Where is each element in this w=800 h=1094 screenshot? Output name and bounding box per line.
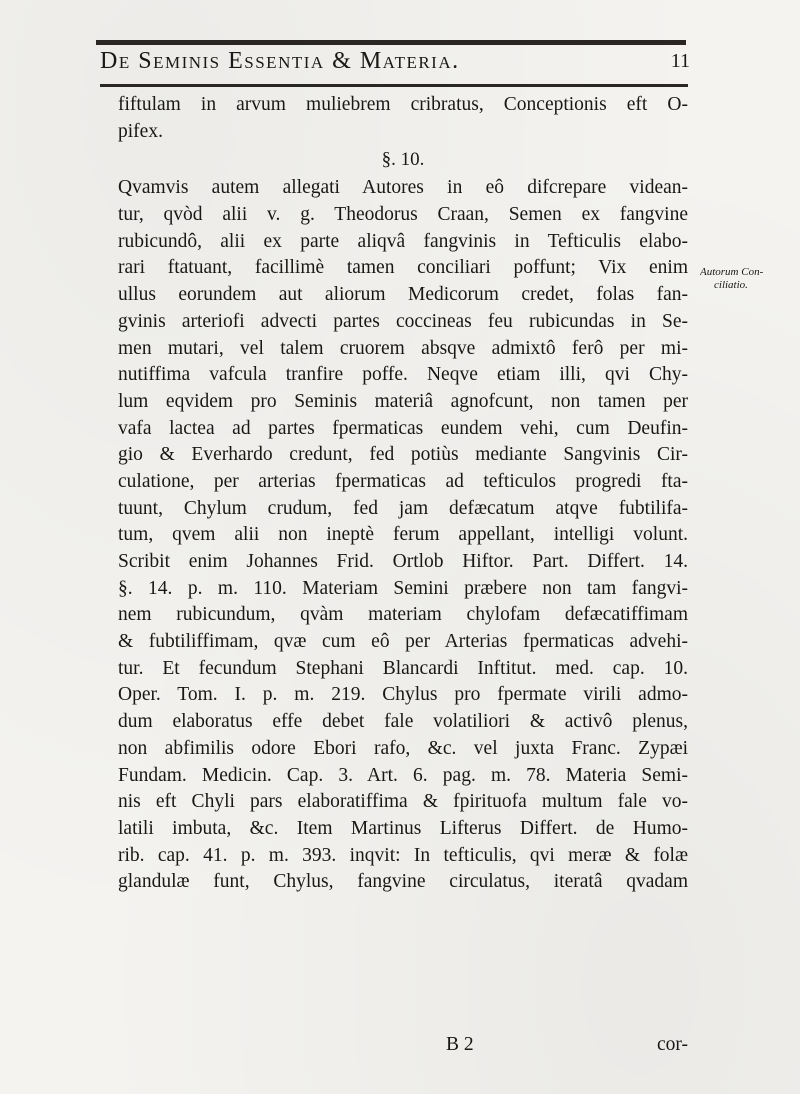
text-line: gio & Everhardo credunt, fed potiùs mediante Sangvinis Cir-: [118, 444, 688, 466]
page-header: [100, 48, 690, 78]
text-line: ullus eorundem aut aliorum Medicorum credet, folas fan-: [118, 284, 688, 306]
text-line: vafa lactea ad partes fpermaticas eundem vehi, cum Deufin-: [118, 417, 688, 439]
text-line: tum, qvem alii non ineptè ferum appellant, intelligi volunt.: [118, 524, 688, 546]
text-line: nem rubicundum, qvàm materiam chylofam defæcatiffimam: [118, 604, 688, 626]
text-line: pifex.: [118, 120, 163, 142]
text-line: & fubtiliffimam, qvæ cum eô per Arterias fpermaticas advehi-: [118, 631, 688, 653]
margin-note-line: ciliatio.: [714, 279, 748, 291]
text-line: culatione, per arterias fpermaticas ad tefticulos progredi fta-: [118, 470, 688, 492]
text-line: non abfimilis odore Ebori rafo, &c. vel juxta Franc. Zypæi: [118, 737, 688, 759]
text-line: nis eft Chyli pars elaboratiffima & fpirituofa multum fale vo-: [118, 791, 688, 813]
header-rule: [100, 84, 688, 87]
text-line: Qvamvis autem allegati Autores in eô difcrepare videan-: [118, 177, 688, 199]
text-line: tur. Et fecundum Stephani Blancardi Inftitut. med. cap. 10.: [118, 657, 688, 679]
running-head: De Seminis Essentia & Materia.: [100, 48, 460, 74]
text-line: Fundam. Medicin. Cap. 3. Art. 6. pag. m. 78. Materia Semi-: [118, 764, 688, 786]
text-line: gvinis arteriofi advecti partes coccineas feu rubicundas in Se-: [118, 310, 688, 332]
text-line: tuunt, Chylum crudum, fed jam defæcatum atqve fubtilifa-: [118, 497, 688, 519]
text-line: rubicundô, alii ex parte aliqvâ fangvinis in Tefticulis elabo-: [118, 230, 688, 252]
text-line: glandulæ funt, Chylus, fangvine circulatus, iteratâ qvadam: [118, 871, 688, 893]
text-line: dum elaboratus effe debet fale volatiliori & activô plenus,: [118, 711, 688, 733]
text-line: nutiffima vafcula tranfire poffe. Neqve etiam illi, qvi Chy-: [118, 364, 688, 386]
text-line: men mutari, vel talem cruorem absqve admixtô ferô per mi-: [118, 337, 688, 359]
margin-note: [700, 266, 796, 292]
catchword: cor-: [656, 1034, 688, 1055]
text-line: latili imbuta, &c. Item Martinus Lifterus Differt. de Humo-: [118, 817, 688, 839]
text-line: Scribit enim Johannes Frid. Ortlob Hiftor. Part. Differt. 14.: [118, 551, 688, 572]
text-line: rari ftatuant, facillimè tamen conciliari poffunt; Vix enim: [118, 257, 688, 279]
text-line: §. 14. p. m. 110. Materiam Semini præbere non tam fangvi-: [118, 577, 688, 599]
body-text: [118, 92, 688, 896]
top-rule: [96, 40, 686, 45]
text-line: fiftulam in arvum muliebrem cribratus, Conceptionis eft O-: [118, 94, 688, 115]
text-line: lum eqvidem pro Seminis materiâ agnofcunt, non tamen per: [118, 390, 688, 412]
text-line: tur, qvòd alii v. g. Theodorus Craan, Semen ex fangvine: [118, 204, 688, 226]
section-heading: §. 10.: [381, 149, 425, 171]
margin-note-line: Autorum Con-: [700, 266, 764, 278]
text-line: rib. cap. 41. p. m. 393. inqvit: In tefticulis, qvi meræ & folæ: [118, 844, 688, 866]
signature-mark: B 2: [446, 1034, 474, 1055]
page-number: 11: [670, 50, 690, 72]
page-footer: [118, 1034, 688, 1060]
text-line: Oper. Tom. I. p. m. 219. Chylus pro fpermate virili admo-: [118, 684, 688, 706]
